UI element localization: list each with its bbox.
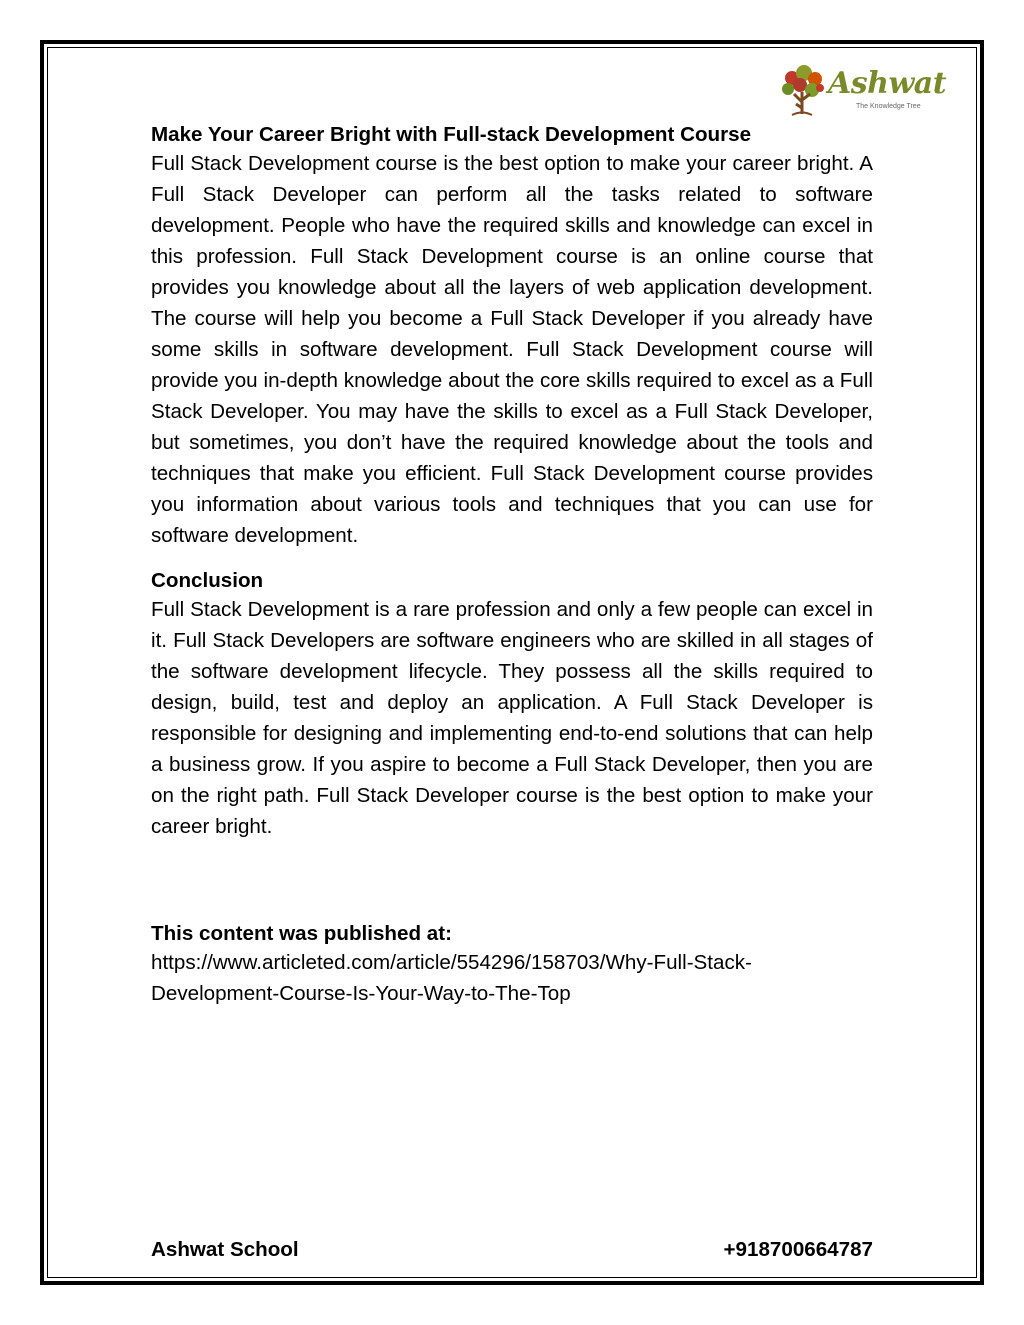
footer-phone-number: +918700664787: [723, 1238, 873, 1261]
section-body-career: Full Stack Development course is the best option to make your career bright. A Full Stack Developer can perform all the tasks related to software development. People who have the required skills and knowledge can excel in this profession. Full Stack Development course is an online course that provides you knowledge about all the layers of web application development. The course will help you become a Full Stack Developer if you already have some skills in software development. Full Stack Development course will provide you in-depth knowledge about the core skills required to excel as a Full Stack Developer. You may have the skills to excel as a Full Stack Developer, but sometimes, you don’t have the required knowledge about the tools and techniques that make you efficient. Full Stack Development course provides you information about various tools and techniques that you can use for software development.: [151, 152, 873, 547]
ashwat-logo: [778, 64, 947, 120]
article-content: [151, 121, 873, 1009]
page-footer: [151, 1238, 873, 1262]
section-body-conclusion: Full Stack Development is a rare profession and only a few people can excel in it. Full Stack Developers are software engineers who are skilled in all stages of the software development lifecycle. They possess all the skills required to design, build, test and deploy an application. A Full Stack Developer is responsible for designing and implementing end-to-end solutions that can help a business grow. If you aspire to become a Full Stack Developer, then you are on the right path. Full Stack Developer course is the best option to make your career bright.: [151, 598, 873, 838]
footer-school-name: Ashwat School: [151, 1238, 299, 1261]
source-url[interactable]: https://www.articleted.com/article/554296/158703/Why-Full-Stack- Development-Course-Is-Your-Way-to-The-Top: [151, 951, 752, 1005]
section-heading-career: Make Your Career Bright with Full-stack Development Course: [151, 123, 752, 146]
logo-brand-text: Ashwat: [828, 66, 947, 101]
published-section: [151, 920, 873, 1009]
section-heading-conclusion: Conclusion: [151, 569, 264, 592]
published-heading: This content was published at:: [151, 922, 452, 945]
tree-icon: [778, 64, 828, 118]
conclusion-section: [151, 567, 873, 842]
logo-tagline: The Knowledge Tree: [856, 103, 921, 110]
